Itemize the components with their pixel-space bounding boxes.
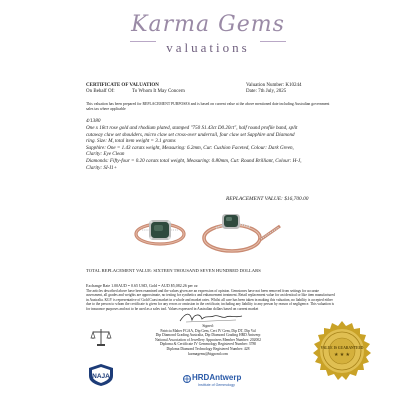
signer-block (130, 324, 286, 356)
on-behalf-label: On Behalf Of: (86, 89, 115, 94)
naja-logo (84, 362, 118, 388)
description-line: Diamonds: Fifty-four = 0.20 carats total weight, Measuring: 0.80mm, Cut: Round Brilliant, Colour: H-J, (86, 157, 302, 164)
signer-credential: Diploma Diamond Technology Registered Number: 428 (166, 346, 250, 351)
signer-email: karmagems@bigpond.com (188, 351, 228, 356)
certificate-title: CERTIFICATE OF VALUATION (86, 83, 159, 88)
description-line: Clarity: SI-I1+ (86, 164, 118, 171)
ring-top-view (136, 220, 184, 244)
hrd-antwerp-subtitle: Institute of Gemmology (198, 383, 235, 387)
valuation-date: Date: 7th July, 2025 (246, 89, 287, 94)
purpose-disclaimer: This valuation has been prepared for REPLACEMENT PURPOSES and is based on current value at the above mentioned date including Australian government sales tax where applicable (86, 102, 330, 111)
scales-of-justice-icon (90, 326, 112, 348)
ring-side-view (204, 214, 280, 251)
handwritten-signature (176, 310, 246, 324)
valuation-number: Valuation Number: K10244 (246, 83, 302, 88)
seal-text: VALUE IS GUARANTEED (320, 346, 364, 350)
replacement-value: REPLACEMENT VALUE: $16,700.00 (226, 196, 309, 202)
item-description (86, 125, 336, 171)
total-replacement-value: TOTAL REPLACEMENT VALUE: SIXTEEN THOUSAND SEVEN HUNDRED DOLLARS (86, 268, 261, 273)
logo-script: Karma Gems (131, 12, 285, 37)
hrd-antwerp-name: HRDAntwerp (192, 373, 242, 382)
signer-credential: National Association of Jewellery Appraisers Member Number: 202002 (155, 337, 261, 342)
karma-gems-logo (130, 4, 286, 64)
exchange-rate: Exchange Rate 1.00AUD = 0.65 USD, Gold = AUD $5,082.26 per oz (86, 283, 198, 288)
signed-label: Signed: (202, 324, 214, 328)
valuation-terms: The articles described above have been examined and the values given are an expression of opinion. Gemstones have not been removed from settings for accurate assessment, all grades and weights are approximate, no testing for synthetics and enhancement treatment. Retail replacement value for an identical or like item manufactured in Australia. KGV is representative of Gold Coast market in a whole and market rates. Whilst all care has been taken in making this valuation, no liability is accepted either due to the person to whom the certificate is given for any errors or omission in the certificate, including any liability to any person by reason of negligence. This valuation is for insurance purposes and not to be used as a sales tool. Values expressed in Australian dollars based on current market (86, 289, 335, 311)
description-line: cutaway claw set shoulders, micro claw set cross-over underrail, four claw set Sapphire and Diamond (86, 131, 295, 138)
signer-credential: Diploma & Certificate IV Gemmology Registered Number: 3780 (159, 342, 257, 347)
description-line: Clarity: Eye Clean (86, 151, 125, 158)
value-guaranteed-seal (310, 320, 374, 384)
description-line: One x 18ct rose gold and rhodium plated, stamped "750 S1.43ct D0.20ct", half round profile band, split (86, 125, 298, 131)
logo-subtitle: valuations (166, 40, 250, 55)
on-behalf-value: To Whom It May Concern (132, 89, 185, 94)
signer-credential: Dip Diamond Grading Australia, Dip Diamond Grading HRD Antwerp (155, 333, 261, 338)
description-line: ring. Size: M, total item weight = 3.1 grams (86, 138, 176, 145)
item-reference: 4/1380 (86, 118, 101, 124)
svg-text:★ ★ ★: ★ ★ ★ (334, 353, 350, 358)
signer-name: Patricia Maher FGAA, Dip Gem, Cert IV Gem, Dip DT, Dip Val (160, 328, 256, 333)
description-line: Sapphire: One = 1.43 carats weight, Measuring: 6.2mm, Cut: Cushion Faceted, Colour: Dark Green, (86, 144, 294, 151)
naja-text: NAJA (92, 373, 110, 380)
ring-photos (120, 200, 300, 260)
